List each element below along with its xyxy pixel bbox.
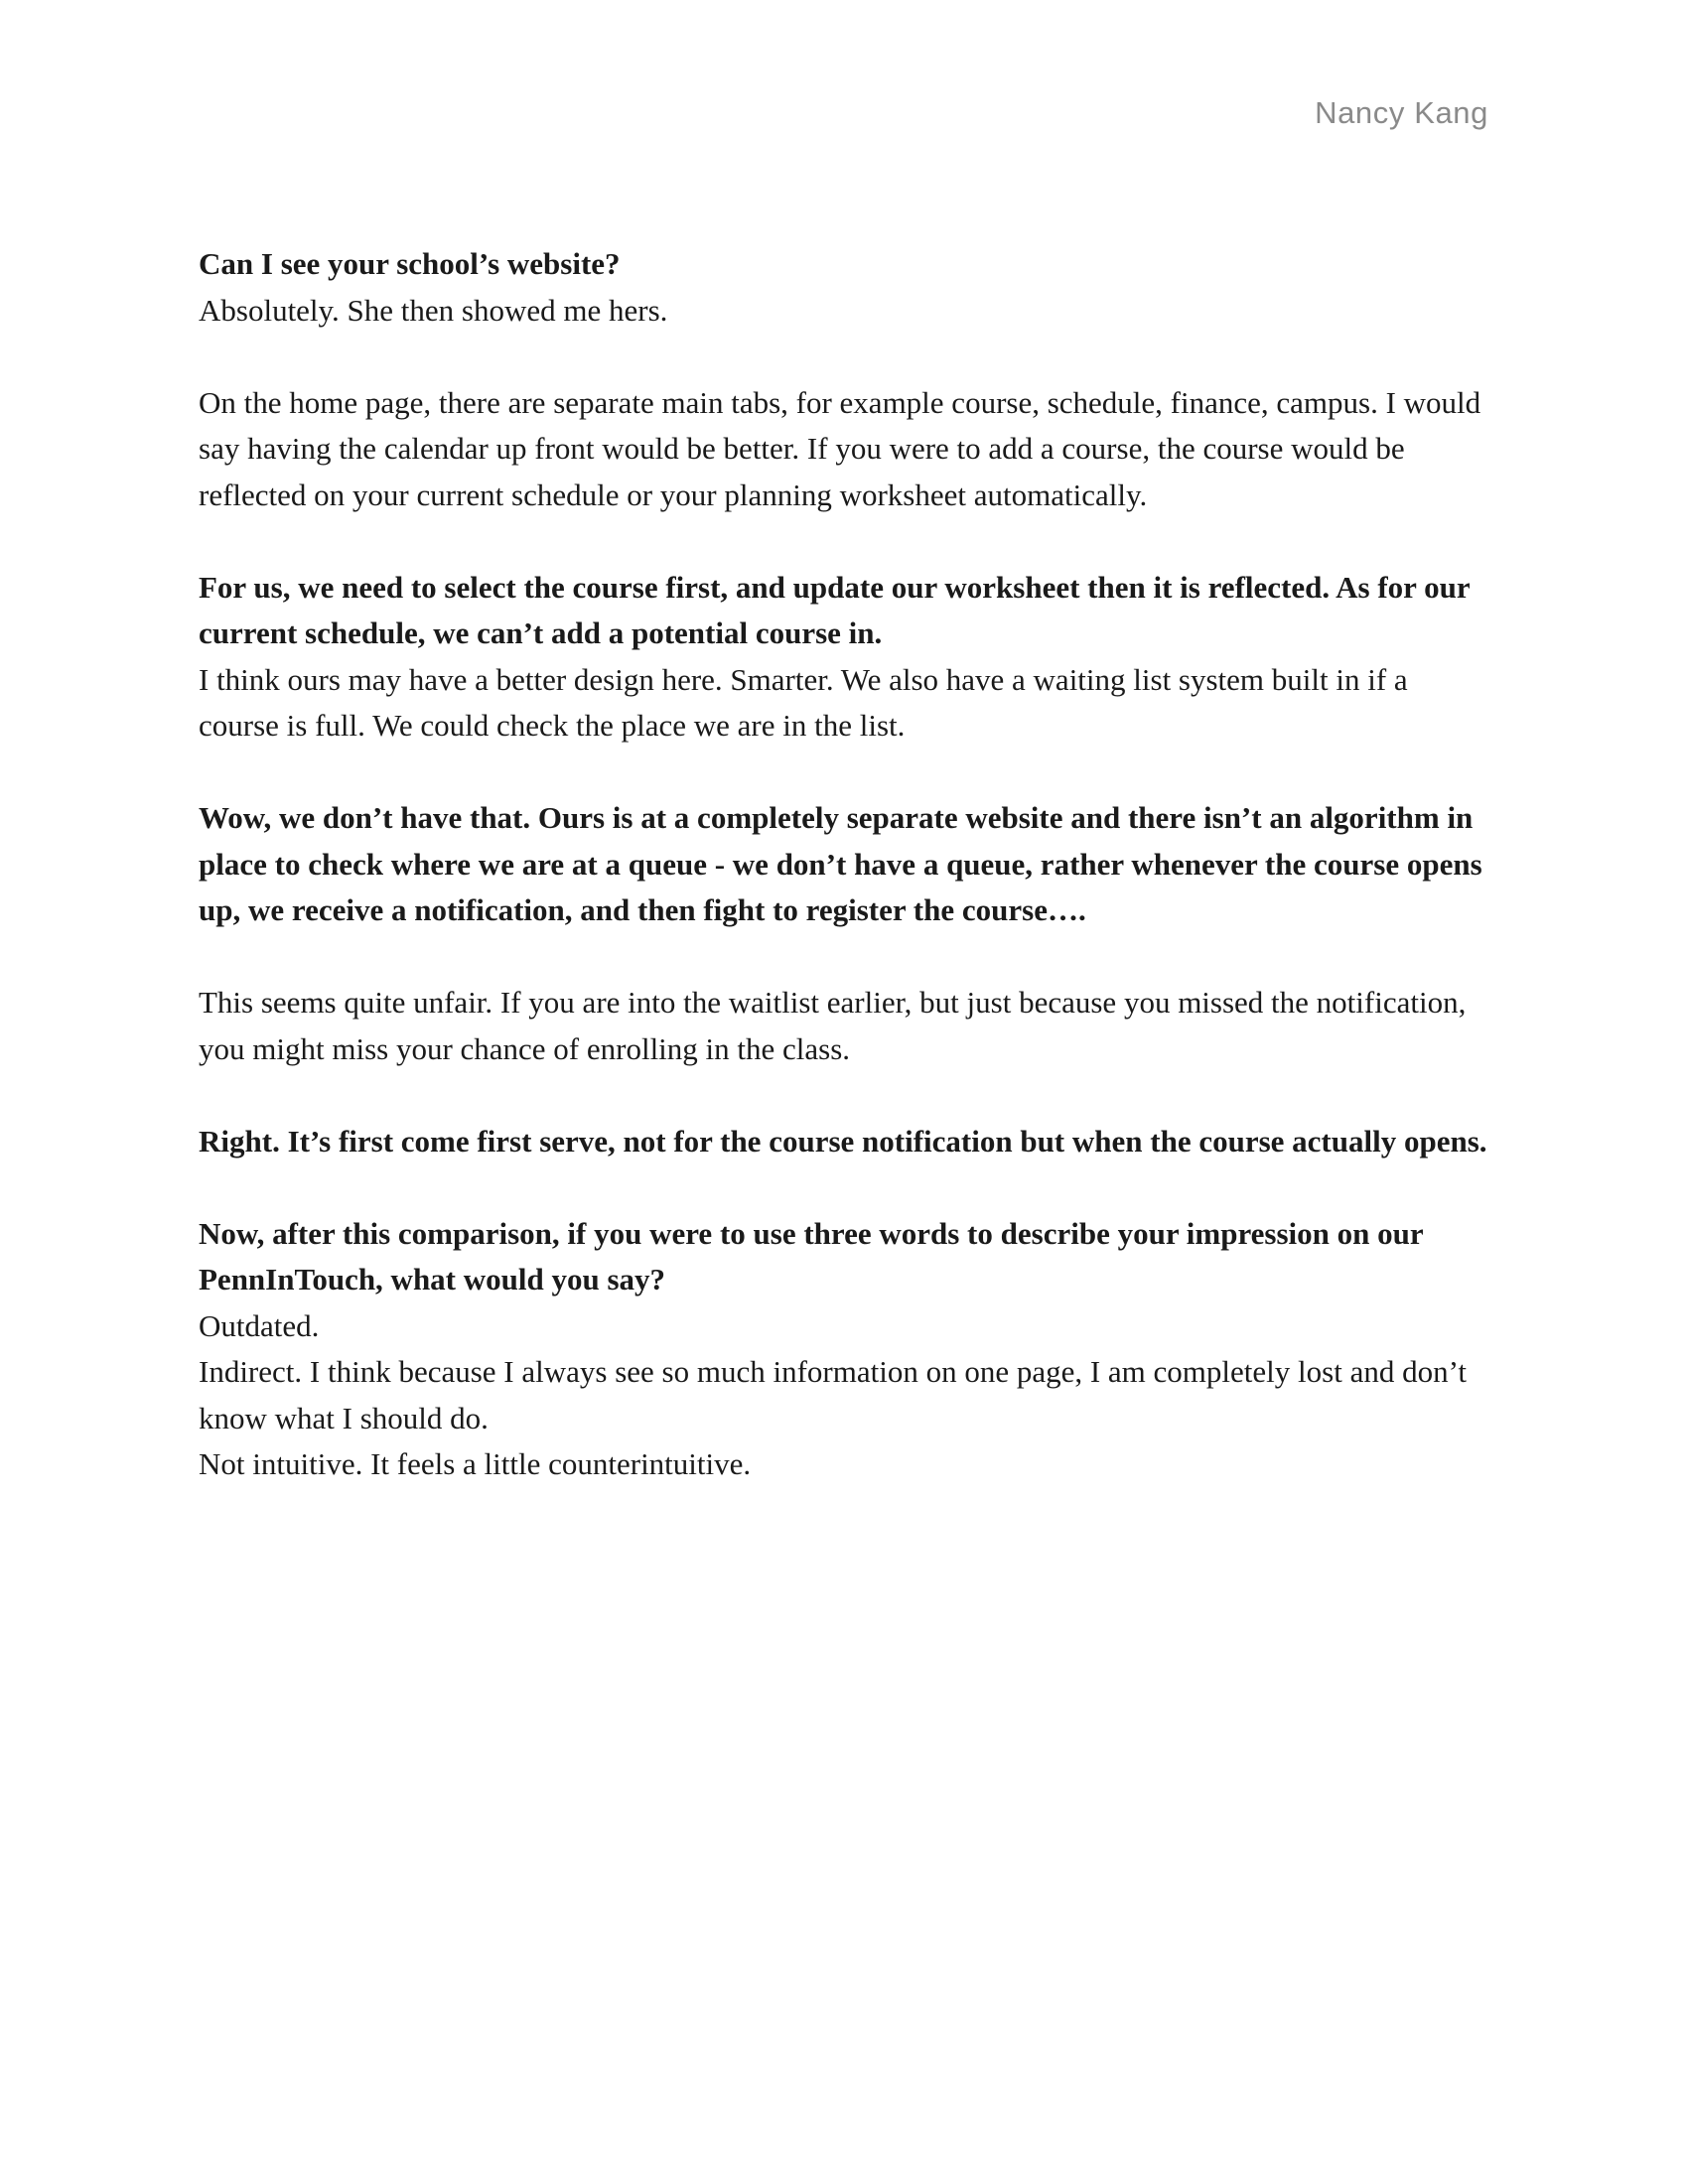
question-paragraph: Now, after this comparison, if you were to use three words to describe your impression on our PennInTouch, what would you say? bbox=[199, 1215, 1424, 1297]
header-author-name: Nancy Kang bbox=[1315, 95, 1488, 130]
question-paragraph: Wow, we don’t have that. Ours is at a completely separate website and there isn’t an algorithm in place to check where we are at a queue - we don’t have a queue, rather whenever the course opens up, we receive a notification, and then fight to register the course…. bbox=[199, 800, 1482, 927]
interview-transcript bbox=[199, 241, 1489, 1488]
paragraph-spacer bbox=[199, 750, 1489, 796]
question-paragraph: Can I see your school’s website? bbox=[199, 246, 621, 281]
question-paragraph: Right. It’s first come first serve, not for the course notification but when the course actually opens. bbox=[199, 1123, 1487, 1159]
paragraph-spacer bbox=[199, 1072, 1489, 1119]
answer-paragraph: Indirect. I think because I always see so much information on one page, I am completely lost and don’t know what I should do. bbox=[199, 1354, 1467, 1435]
paragraph-spacer bbox=[199, 934, 1489, 981]
answer-paragraph: Not intuitive. It feels a little counterintuitive. bbox=[199, 1446, 752, 1481]
answer-paragraph: I think ours may have a better design here. Smarter. We also have a waiting list system built in if a course is full. We could check the place we are in the list. bbox=[199, 661, 1408, 743]
answer-paragraph: This seems quite unfair. If you are into the waitlist earlier, but just because you missed the notification, you might miss your chance of enrolling in the class. bbox=[199, 985, 1467, 1066]
paragraph-spacer bbox=[199, 334, 1489, 380]
answer-paragraph: On the home page, there are separate main tabs, for example course, schedule, finance, campus. I would say having the calendar up front would be better. If you were to add a course, the course would be reflected on your current schedule or your planning worksheet automatically. bbox=[199, 384, 1481, 512]
answer-paragraph: Absolutely. She then showed me hers. bbox=[199, 292, 668, 328]
paragraph-spacer bbox=[199, 1164, 1489, 1211]
question-paragraph: For us, we need to select the course first, and update our worksheet then it is reflected. As for our current schedule, we can’t add a potential course in. bbox=[199, 569, 1471, 650]
answer-paragraph: Outdated. bbox=[199, 1307, 320, 1343]
paragraph-spacer bbox=[199, 518, 1489, 565]
